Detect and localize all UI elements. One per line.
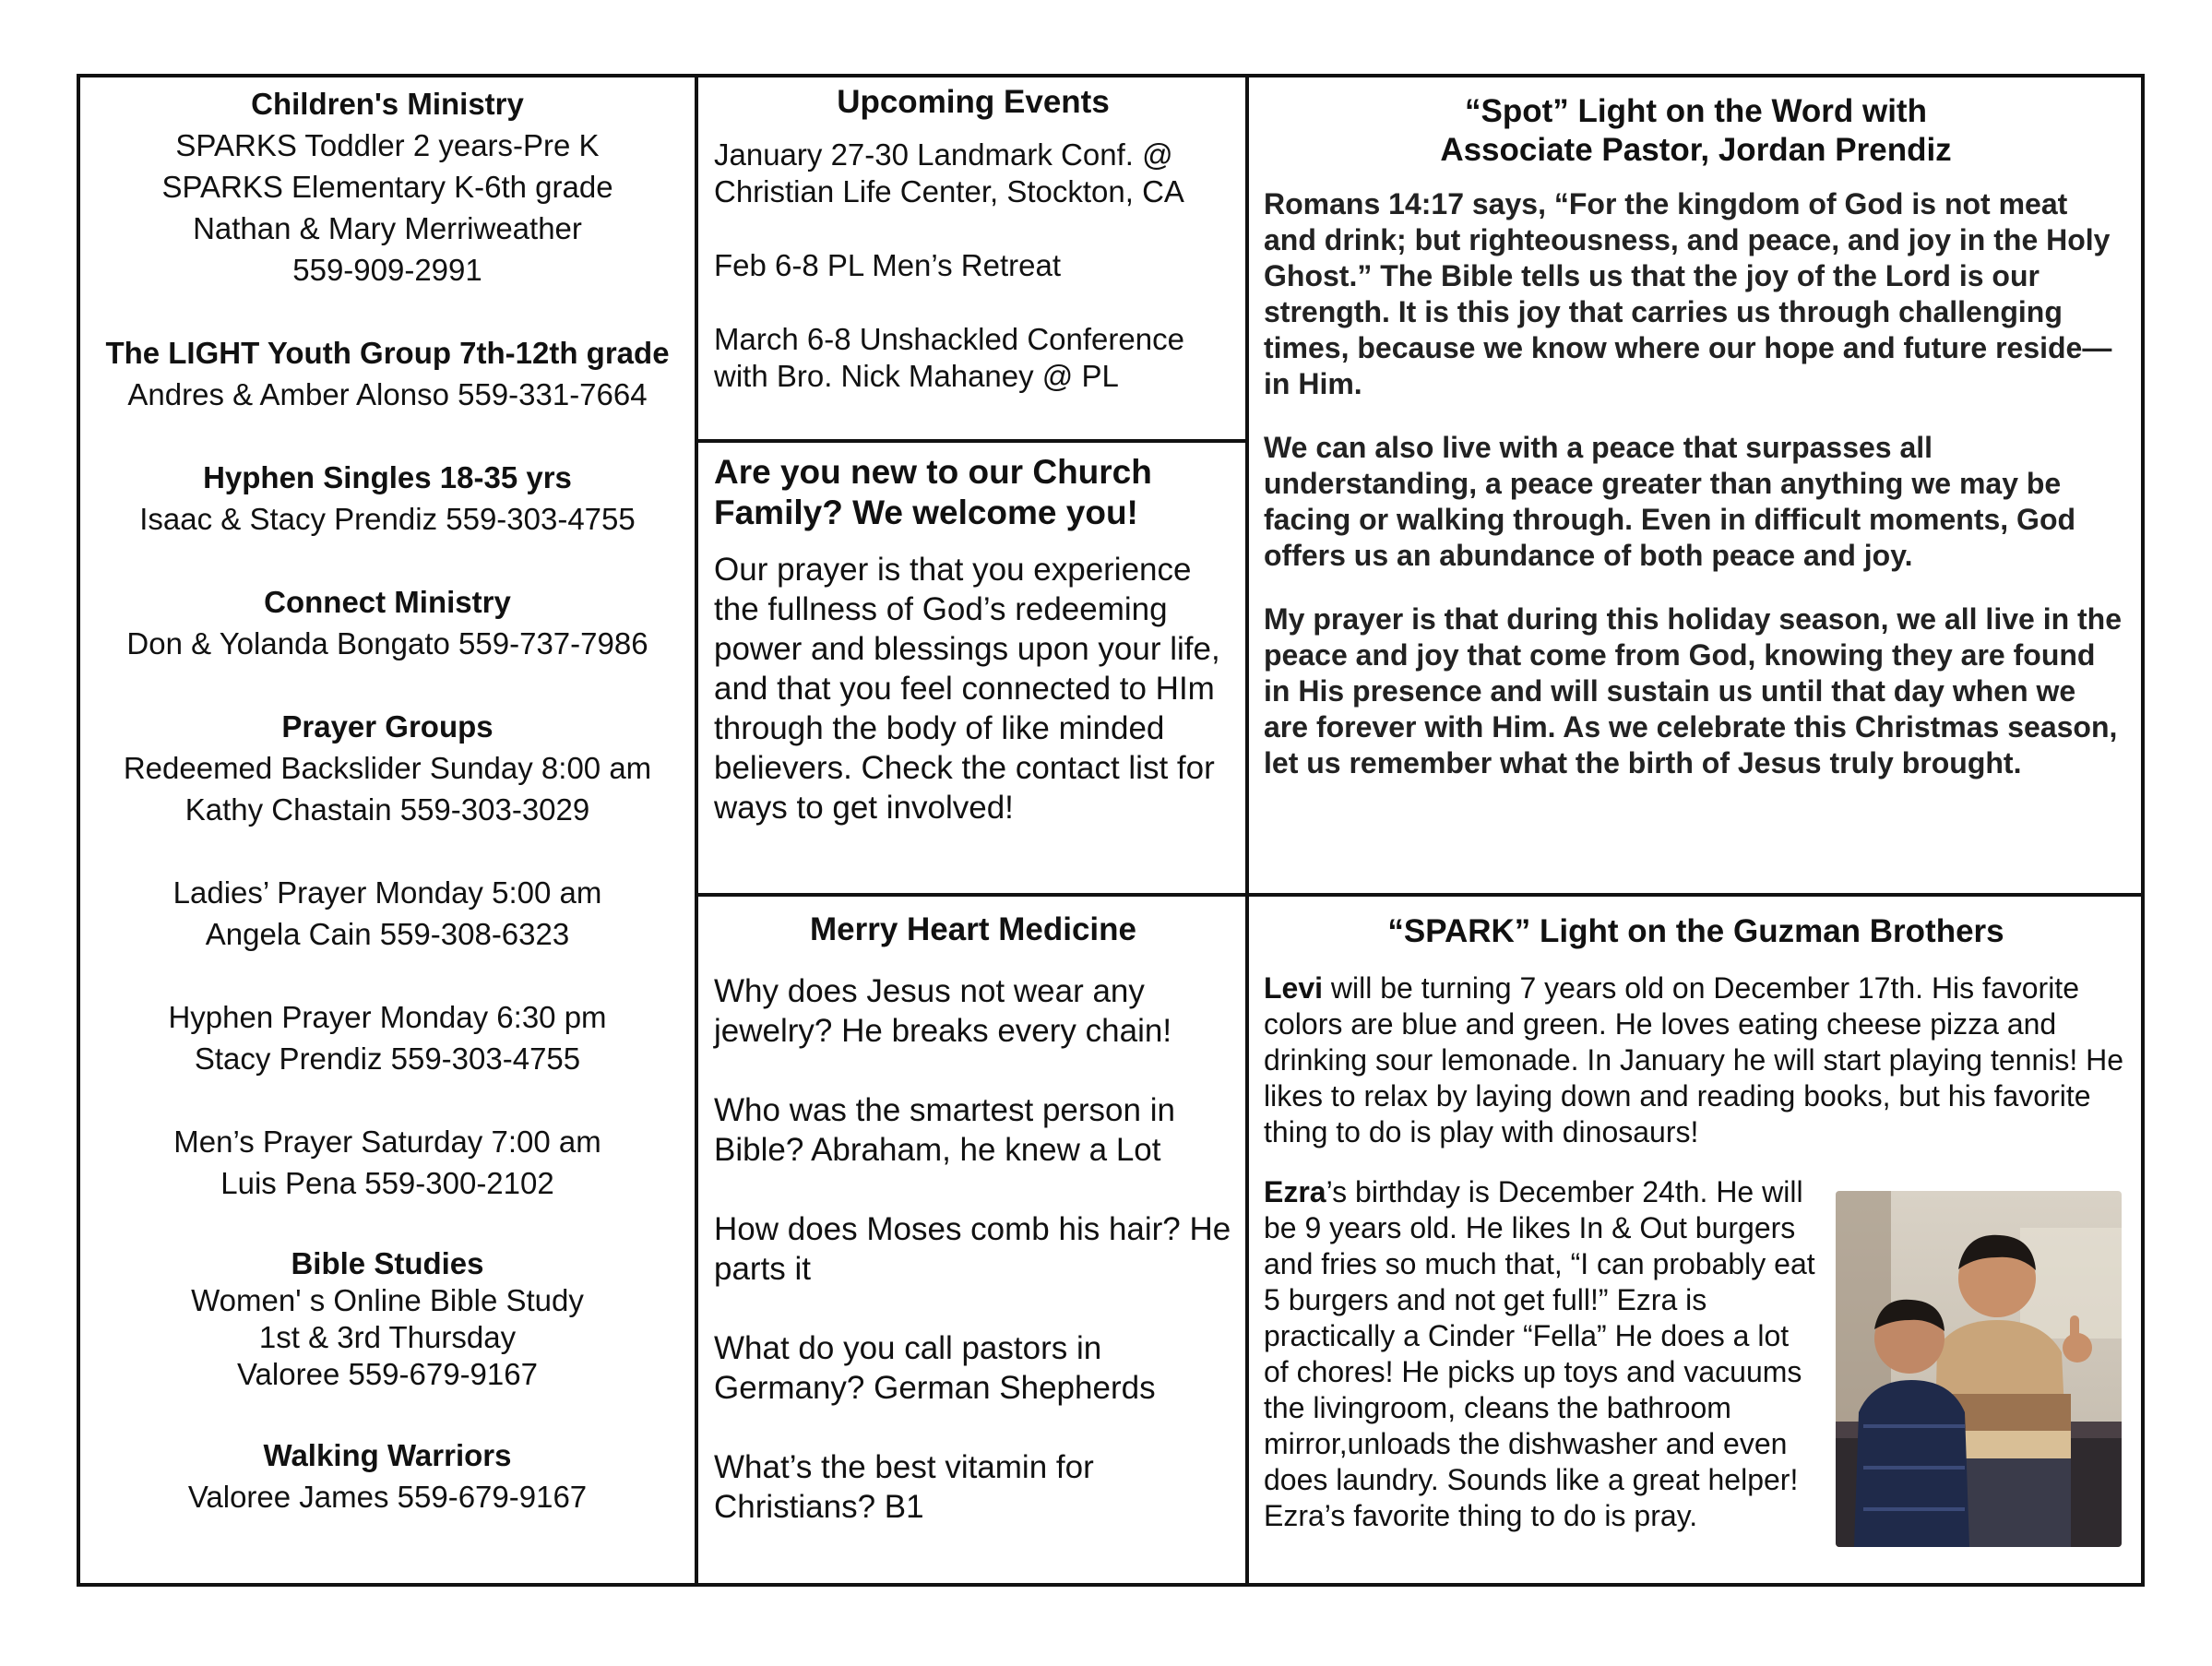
group-line: SPARKS Elementary K-6th grade <box>161 170 613 204</box>
spot-title-line: Associate Pastor, Jordan Prendiz <box>1440 132 1952 168</box>
welcome-title-line: Family? We welcome you! <box>714 494 1138 531</box>
events-divider <box>695 439 1249 443</box>
merry-title: Merry Heart Medicine <box>809 911 1137 947</box>
group-line: 1st & 3rd Thursday <box>258 1320 517 1354</box>
event-line: with Bro. Nick Mahaney @ PL <box>714 359 1119 393</box>
group-title: Prayer Groups <box>281 709 494 744</box>
ezra-name: Ezra <box>1264 1175 1326 1208</box>
events-title: Upcoming Events <box>837 84 1110 120</box>
group-line: SPARKS Toddler 2 years-Pre K <box>175 128 600 162</box>
levi-name: Levi <box>1264 971 1324 1005</box>
group-line: Isaac & Stacy Prendiz 559-303-4755 <box>139 502 636 536</box>
group-line: Nathan & Mary Merriweather <box>193 211 582 245</box>
event-item <box>714 321 1232 395</box>
group-line: Valoree James 559-679-9167 <box>187 1480 588 1514</box>
group-line: Valoree 559-679-9167 <box>237 1357 538 1391</box>
bible-studies <box>80 1245 695 1393</box>
ezra-text: ’s birthday is December 24th. He will be 9 years old. He likes In & Out burgers and fries so much that, “I can probably eat 5 burgers and not get full!” Ezra is practically a Cinder “Fella” He does a lot of chores! He picks up toys and vacuums the livingroom, cleans the bathroom mirror,unloads the dishwasher and even does laundry. Sounds like a great helper! Ezra’s favorite thing to do is pray. <box>1264 1175 1815 1532</box>
hyphen-singles <box>80 457 695 540</box>
group-title: Walking Warriors <box>263 1438 512 1472</box>
spot-paragraph: We can also live with a peace that surpasses all understanding, a peace greater than anything we may be facing or walking through. Even in difficult moments, God offers us an abundance of both peace and joy. <box>1264 431 2076 572</box>
column-divider-2 <box>1245 74 1249 1587</box>
spot-paragraph: Romans 14:17 says, “For the kingdom of God is not meat and drink; but righteousness, and peace, and joy in the Holy Ghost.” The Bible tells us that the joy of the Lord is our strength. It is this joy that carries us through challenging times, because we know where our hope and future reside—in Him. <box>1264 187 2112 400</box>
event-line: Christian Life Center, Stockton, CA <box>714 174 1184 208</box>
event-item <box>714 137 1232 210</box>
event-line: March 6-8 Unshackled Conference <box>714 322 1184 356</box>
group-line: Luis Pena 559-300-2102 <box>220 1166 554 1200</box>
group-title: Children's Ministry <box>251 87 524 121</box>
group-line: Hyphen Prayer Monday 6:30 pm <box>168 1000 607 1034</box>
spot-title <box>1264 92 2128 170</box>
levi-paragraph <box>1264 970 2128 1150</box>
joke-item: Who was the smartest person in Bible? Abraham, he knew a Lot <box>714 1092 1175 1168</box>
prayer-subgroup <box>80 996 695 1079</box>
guzman-brothers-photo <box>1836 1191 2122 1547</box>
group-line: Men’s Prayer Saturday 7:00 am <box>173 1125 601 1159</box>
levi-text: will be turning 7 years old on December 17th. His favorite colors are blue and green. He loves eating cheese pizza and drinking sour lemonade. In January he will start playing tennis! He likes to relax by laying down and reading books, but his favorite thing to do is play with dinosaurs! <box>1264 971 2124 1148</box>
group-title: Hyphen Singles 18-35 yrs <box>203 460 572 494</box>
group-title: Connect Ministry <box>264 585 511 619</box>
group-line: Andres & Amber Alonso 559-331-7664 <box>127 377 648 411</box>
joke-item: How does Moses comb his hair? He parts it <box>714 1211 1231 1287</box>
group-line: Redeemed Backslider Sunday 8:00 am <box>123 751 652 785</box>
middle-divider <box>695 893 2145 897</box>
photo-illustration <box>1836 1191 2122 1547</box>
group-title: Bible Studies <box>291 1246 484 1280</box>
spot-paragraph: My prayer is that during this holiday season, we all live in the peace and joy that come from God, knowing they are found in His presence and will sustain us until that day when we are forever with Him. As we celebrate this Christmas season, let us remember what the birth of Jesus truly brought. <box>1264 602 2123 779</box>
event-line: Feb 6-8 PL Men’s Retreat <box>714 248 1062 282</box>
spotlight-word <box>1251 92 2141 809</box>
ministry-contacts <box>80 83 695 1559</box>
group-title: The LIGHT Youth Group 7th-12th grade <box>105 336 670 370</box>
joke-item: What’s the best vitamin for Christians? B1 <box>714 1449 1094 1525</box>
prayer-groups <box>80 706 695 1204</box>
youth-group <box>80 332 695 415</box>
group-line: 559-909-2991 <box>292 253 482 287</box>
group-line: Angela Cain 559-308-6323 <box>205 917 570 951</box>
spot-title-line: “Spot” Light on the Word with <box>1465 93 1927 129</box>
childrens-ministry <box>80 83 695 291</box>
group-line: Ladies’ Prayer Monday 5:00 am <box>172 875 602 910</box>
column-divider-1 <box>695 74 698 1587</box>
joke-item: Why does Jesus not wear any jewelry? He breaks every chain! <box>714 973 1172 1049</box>
ezra-paragraph <box>1264 1174 1817 1534</box>
merry-heart-medicine <box>701 909 1245 1566</box>
spark-title: “SPARK” Light on the Guzman Brothers <box>1387 913 2004 949</box>
welcome-section <box>701 452 1245 827</box>
event-line: January 27-30 Landmark Conf. @ <box>714 137 1173 172</box>
connect-ministry <box>80 581 695 664</box>
prayer-subgroup <box>80 1121 695 1204</box>
welcome-title <box>714 452 1232 533</box>
group-line: Stacy Prendiz 559-303-4755 <box>194 1041 581 1076</box>
event-item <box>714 247 1232 284</box>
group-line: Women' s Online Bible Study <box>191 1283 584 1317</box>
joke-item: What do you call pastors in Germany? German Shepherds <box>714 1330 1156 1406</box>
upcoming-events <box>701 81 1245 432</box>
walking-warriors <box>80 1434 695 1517</box>
welcome-body: Our prayer is that you experience the fullness of God’s redeeming power and blessings upon your life, and that you feel connected to HIm through the body of like minded believers. Check the contact list for ways to get involved! <box>714 552 1220 826</box>
group-line: Don & Yolanda Bongato 559-737-7986 <box>126 626 648 660</box>
group-line: Kathy Chastain 559-303-3029 <box>184 792 590 827</box>
welcome-title-line: Are you new to our Church <box>714 453 1152 491</box>
prayer-subgroup <box>80 872 695 955</box>
